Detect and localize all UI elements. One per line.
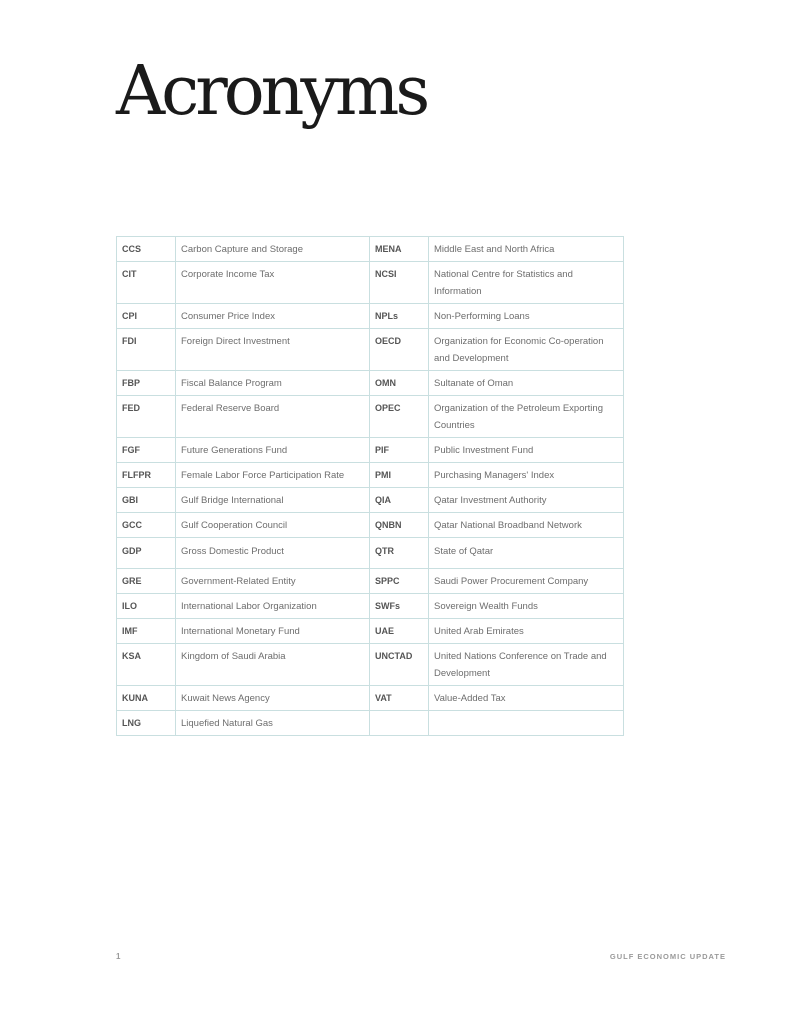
acronym-cell: IMF (117, 619, 176, 644)
table-row (117, 329, 624, 371)
definition-cell: Fiscal Balance Program (176, 371, 370, 396)
acronym-cell: KUNA (117, 686, 176, 711)
table-row (117, 711, 624, 736)
table-row (117, 237, 624, 262)
table-row (117, 371, 624, 396)
acronym-cell: OPEC (370, 396, 429, 438)
definition-cell: United Arab Emirates (429, 619, 624, 644)
definition-cell: Saudi Power Procurement Company (429, 569, 624, 594)
definition-cell: State of Qatar (429, 538, 624, 569)
definition-cell: Kuwait News Agency (176, 686, 370, 711)
definition-cell: Consumer Price Index (176, 304, 370, 329)
acronym-cell: NPLs (370, 304, 429, 329)
acronym-cell: FGF (117, 438, 176, 463)
acronym-cell: VAT (370, 686, 429, 711)
acronym-cell: LNG (117, 711, 176, 736)
definition-cell: Gross Domestic Product (176, 538, 370, 569)
acronym-cell: CCS (117, 237, 176, 262)
acronym-cell: QIA (370, 488, 429, 513)
acronym-cell: FBP (117, 371, 176, 396)
acronym-cell: GDP (117, 538, 176, 569)
acronym-table (116, 236, 624, 736)
definition-cell: Organization for Economic Co-operation and Development (429, 329, 624, 371)
definition-cell: Non-Performing Loans (429, 304, 624, 329)
table-row (117, 569, 624, 594)
definition-cell: Value-Added Tax (429, 686, 624, 711)
table-row (117, 686, 624, 711)
definition-cell: Government-Related Entity (176, 569, 370, 594)
acronym-cell: ILO (117, 594, 176, 619)
table-row (117, 262, 624, 304)
acronym-cell: QTR (370, 538, 429, 569)
acronym-cell: NCSI (370, 262, 429, 304)
definition-cell: International Monetary Fund (176, 619, 370, 644)
acronym-cell: CIT (117, 262, 176, 304)
table-row (117, 488, 624, 513)
table-row (117, 304, 624, 329)
acronym-cell: FDI (117, 329, 176, 371)
acronym-cell: SWFs (370, 594, 429, 619)
definition-cell: National Centre for Statistics and Information (429, 262, 624, 304)
definition-cell: Qatar National Broadband Network (429, 513, 624, 538)
acronym-cell (370, 711, 429, 736)
acronym-cell: UAE (370, 619, 429, 644)
table-row (117, 396, 624, 438)
acronym-cell: GBI (117, 488, 176, 513)
definition-cell: Public Investment Fund (429, 438, 624, 463)
definition-cell: Purchasing Managers' Index (429, 463, 624, 488)
table-row (117, 644, 624, 686)
acronym-cell: CPI (117, 304, 176, 329)
definition-cell: Qatar Investment Authority (429, 488, 624, 513)
definition-cell: Federal Reserve Board (176, 396, 370, 438)
table-row (117, 438, 624, 463)
table-row (117, 594, 624, 619)
acronym-cell: GRE (117, 569, 176, 594)
definition-cell: Gulf Cooperation Council (176, 513, 370, 538)
definition-cell: Corporate Income Tax (176, 262, 370, 304)
page-title: Acronyms (116, 52, 427, 131)
definition-cell: Sovereign Wealth Funds (429, 594, 624, 619)
definition-cell: Carbon Capture and Storage (176, 237, 370, 262)
acronym-cell: QNBN (370, 513, 429, 538)
acronym-cell: SPPC (370, 569, 429, 594)
acronym-cell: PMI (370, 463, 429, 488)
table-row (117, 463, 624, 488)
definition-cell: Liquefied Natural Gas (176, 711, 370, 736)
acronym-cell: UNCTAD (370, 644, 429, 686)
definition-cell: Kingdom of Saudi Arabia (176, 644, 370, 686)
running-title: GULF ECONOMIC UPDATE (609, 952, 726, 961)
acronym-cell: KSA (117, 644, 176, 686)
acronym-cell: FED (117, 396, 176, 438)
table-row (117, 538, 624, 569)
acronym-cell: PIF (370, 438, 429, 463)
definition-cell: Gulf Bridge International (176, 488, 370, 513)
table-row (117, 619, 624, 644)
table-row (117, 513, 624, 538)
acronym-cell: OECD (370, 329, 429, 371)
acronym-cell: OMN (370, 371, 429, 396)
definition-cell (429, 711, 624, 736)
definition-cell: Sultanate of Oman (429, 371, 624, 396)
definition-cell: Middle East and North Africa (429, 237, 624, 262)
definition-cell: United Nations Conference on Trade and Development (429, 644, 624, 686)
definition-cell: Female Labor Force Participation Rate (176, 463, 370, 488)
page-number: 1 (116, 952, 121, 961)
acronym-cell: MENA (370, 237, 429, 262)
acronym-cell: GCC (117, 513, 176, 538)
definition-cell: Foreign Direct Investment (176, 329, 370, 371)
definition-cell: Future Generations Fund (176, 438, 370, 463)
definition-cell: International Labor Organization (176, 594, 370, 619)
acronym-cell: FLFPR (117, 463, 176, 488)
definition-cell: Organization of the Petroleum Exporting Countries (429, 396, 624, 438)
